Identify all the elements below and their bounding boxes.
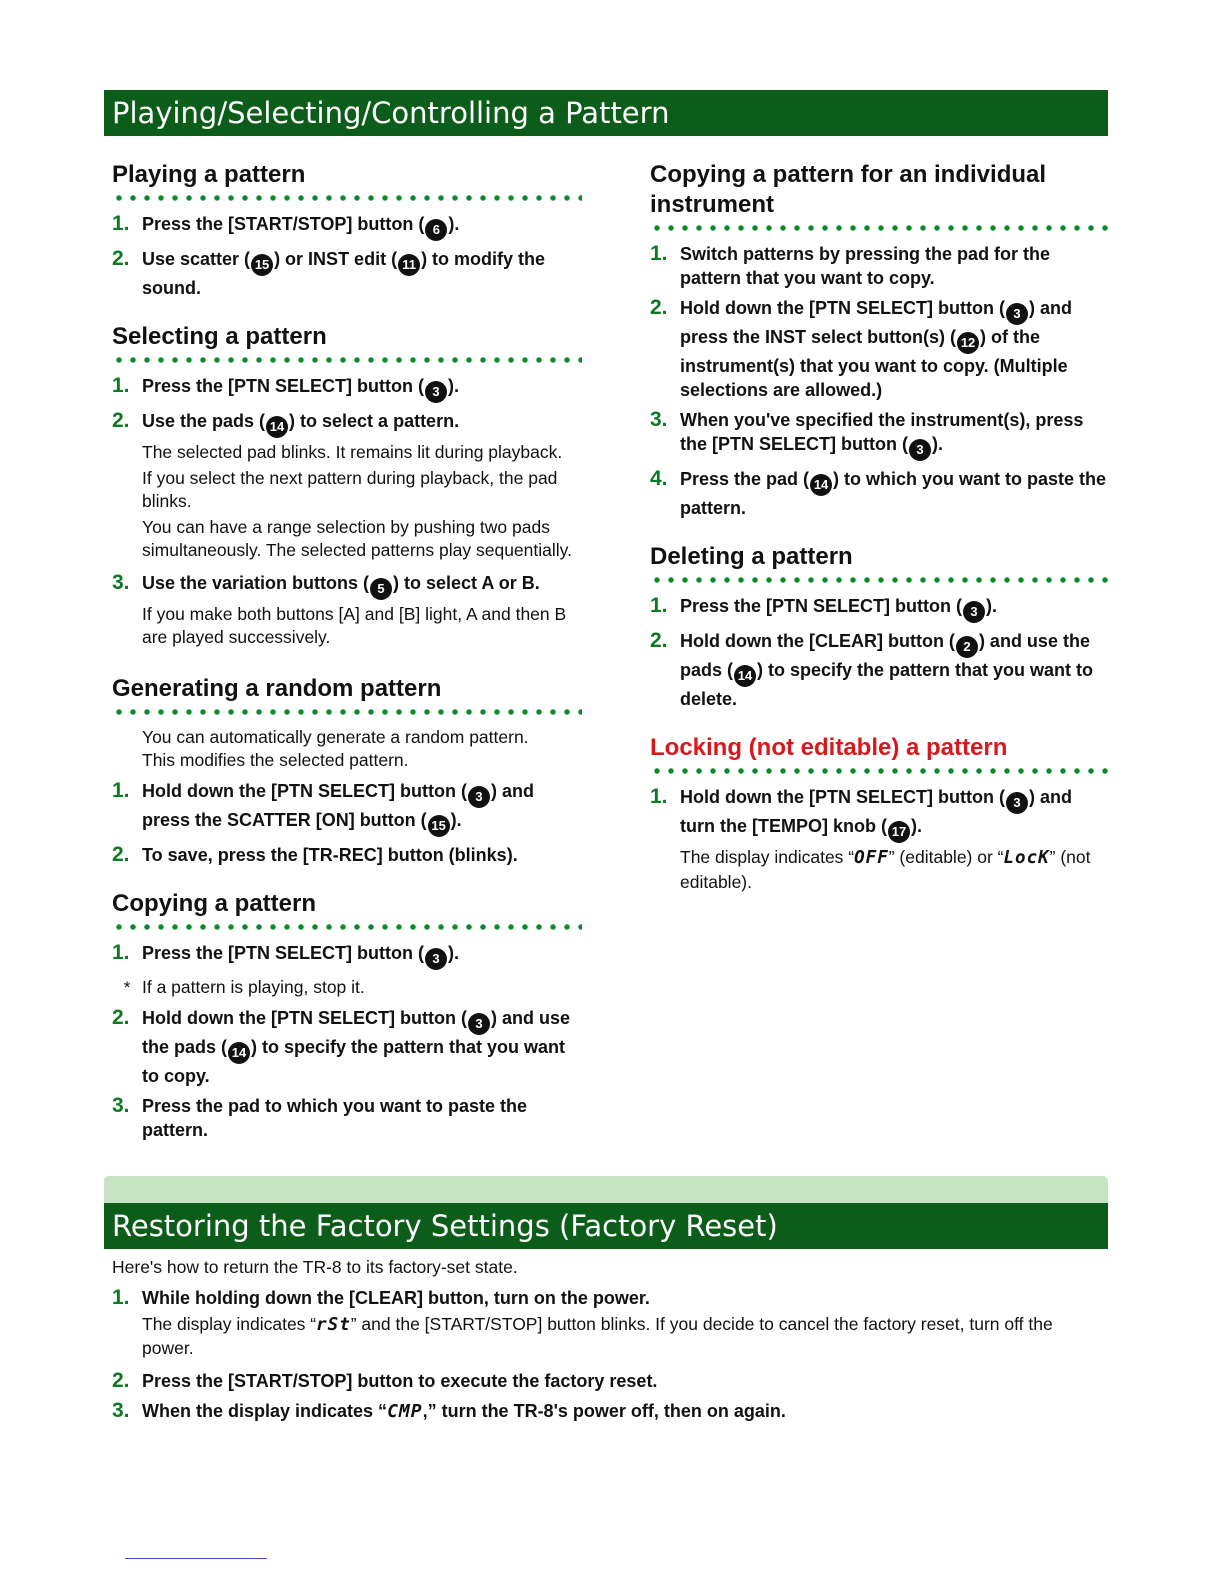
step-number: 1. — [650, 594, 668, 617]
star-note: * If a pattern is playing, stop it. — [112, 976, 582, 1000]
step: 1. Press the [START/STOP] button ( 6 ). — [112, 212, 582, 241]
step: 3. Press the pad to which you want to paste the pattern. — [112, 1093, 528, 1140]
step-number: 3. — [112, 570, 130, 594]
footer-rule — [125, 1558, 267, 1559]
dotted-divider — [112, 194, 582, 202]
step: 1. Press the [PTN SELECT] button ( 3 ). — [112, 941, 582, 970]
callout-number: 14 — [228, 1042, 250, 1064]
reset-title: Restoring the Factory Settings (Factory Reset) — [112, 1209, 778, 1243]
step-note: If you make both buttons [A] and [B] light, A and then B are played successively. — [142, 603, 567, 647]
callout-number: 15 — [251, 254, 273, 276]
callout-number: 3 — [425, 381, 447, 403]
callout-number: 3 — [468, 786, 490, 808]
callout-number: 15 — [428, 815, 450, 837]
step: 2. Hold down the [PTN SELECT] button ( 3 ) and use the pads ( 14 ) to specify the pattern that you want to copy. — [112, 1005, 570, 1086]
right-column — [650, 160, 1110, 918]
left-column — [112, 160, 582, 1164]
callout-number: 5 — [370, 578, 392, 600]
callout-number: 3 — [1006, 792, 1028, 814]
dotted-divider — [650, 224, 1110, 232]
callout-number: 14 — [810, 474, 832, 496]
step: 2. Use scatter ( 15 ) or INST edit ( 11 ) to modify the sound. — [112, 247, 546, 298]
section-title: Selecting a pattern — [112, 323, 327, 350]
section-separator — [104, 1176, 1108, 1204]
step-number: 2. — [112, 1005, 130, 1029]
step-note: The display indicates “rSt” and the [START/STOP] button blinks. If you decide to cancel the factory reset, turn off the power. — [142, 1313, 1053, 1358]
section-locking — [650, 733, 1110, 896]
step: 1. Switch patterns by pressing the pad for the pattern that you want to copy. — [650, 242, 1051, 288]
step: 1. Hold down the [PTN SELECT] button ( 3 ) and turn the [TEMPO] knob ( 17 ). The display indicates “OFF” (editable) or “LocK” (not editable). — [650, 785, 1110, 896]
callout-number: 3 — [425, 948, 447, 970]
step: 2. Press the [START/STOP] button to execute the factory reset. — [112, 1368, 658, 1392]
dotted-divider — [650, 767, 1110, 775]
step-number: 3. — [112, 1398, 130, 1422]
display-readout: CMP — [387, 1400, 423, 1422]
step-number: 2. — [112, 409, 130, 432]
dotted-divider — [112, 708, 582, 716]
section-title: Copying a pattern for an individual instrument — [650, 161, 1047, 218]
callout-number: 14 — [734, 665, 756, 687]
dotted-divider — [650, 576, 1110, 584]
step: 2. Hold down the [CLEAR] button ( 2 ) and use the pads ( 14 ) to specify the pattern that you want to delete. — [650, 629, 1094, 709]
display-readout: OFF — [854, 848, 889, 868]
section-selecting — [112, 322, 582, 652]
callout-number: 3 — [963, 601, 985, 623]
step-note: You can have a range selection by pushing two pads simultaneously. The selected patterns play sequentially. — [142, 516, 572, 560]
section-copying — [112, 889, 582, 1142]
step: 4. Press the pad ( 14 ) to which you want to paste the pattern. — [650, 467, 1107, 518]
callout-number: 17 — [888, 821, 910, 843]
step-number: 1. — [112, 374, 130, 397]
section-copy-instrument — [650, 160, 1110, 520]
section-deleting — [650, 542, 1110, 711]
step: 3. Use the variation buttons ( 5 ) to select A or B. If you make both buttons [A] and [B] light, A and then B are played successively. — [112, 571, 582, 652]
section-title: Playing a pattern — [112, 161, 306, 188]
reset-title-banner — [104, 1203, 1108, 1249]
section-random — [112, 674, 582, 867]
section-intro: Here's how to return the TR-8 to its factory-set state. — [112, 1257, 518, 1277]
step-number: 1. — [112, 940, 130, 964]
step-number: 1. — [650, 785, 668, 808]
display-readout: LocK — [1003, 848, 1050, 868]
dotted-divider — [112, 923, 582, 931]
callout-number: 12 — [957, 332, 979, 354]
step: 3. When you've specified the instrument(s), press the [PTN SELECT] button ( 3 ). — [650, 408, 1110, 461]
step-note: The display indicates “OFF” (editable) or “LocK” (not editable). — [680, 847, 1091, 892]
step: 2. To save, press the [TR-REC] button (blinks). — [112, 842, 518, 866]
section-playing — [112, 160, 582, 300]
step-number: 2. — [112, 842, 130, 866]
callout-number: 2 — [956, 636, 978, 658]
step-number: 1. — [112, 1285, 130, 1309]
step-number: 2. — [112, 1368, 130, 1392]
section-intro: You can automatically generate a random pattern. — [142, 726, 529, 747]
step-number: 2. — [112, 247, 130, 270]
page-title-banner — [104, 90, 1108, 136]
callout-number: 3 — [1006, 303, 1028, 325]
callout-number: 14 — [266, 416, 288, 438]
dotted-divider — [112, 356, 582, 364]
step: 1. Press the [PTN SELECT] button ( 3 ). — [112, 374, 582, 403]
step: 1. While holding down the [CLEAR] button, turn on the power. The display indicates “rSt” and the [START/STOP] button blinks. If you decide to cancel the factory reset, turn off the power. — [112, 1286, 1102, 1363]
step-note: If you select the next pattern during playback, the pad blinks. — [142, 467, 558, 511]
step-number: 1. — [112, 778, 130, 802]
step-note: The selected pad blinks. It remains lit during playback. — [142, 442, 563, 462]
section-title: Deleting a pattern — [650, 543, 853, 570]
step-number: 2. — [650, 629, 668, 652]
step-number: 3. — [112, 1093, 130, 1117]
section-factory-reset — [112, 1256, 1102, 1430]
step: 2. Use the pads ( 14 ) to select a pattern. The selected pad blinks. It remains lit during playback. If you select the next pattern during playback, the pad blinks. You can have a range selection by pushing two pads simultaneously. The selected patterns play sequentially. — [112, 409, 582, 565]
callout-number: 3 — [909, 439, 931, 461]
step-number: 1. — [112, 212, 130, 235]
step: 1. Press the [PTN SELECT] button ( 3 ). — [650, 594, 1110, 623]
step-number: 2. — [650, 296, 668, 319]
section-title: Generating a random pattern — [112, 674, 442, 702]
step-number: 4. — [650, 467, 668, 490]
asterisk-mark: * — [123, 977, 131, 997]
display-readout: rSt — [316, 1314, 351, 1335]
section-title: Copying a pattern — [112, 889, 317, 917]
callout-number: 3 — [468, 1013, 490, 1035]
step-number: 1. — [650, 242, 668, 265]
callout-number: 6 — [425, 219, 447, 241]
step-number: 3. — [650, 408, 668, 431]
step: 3. When the display indicates “CMP,” turn the TR-8's power off, then on again. — [112, 1398, 786, 1422]
callout-number: 11 — [398, 254, 420, 276]
page-title: Playing/Selecting/Controlling a Pattern — [112, 96, 670, 130]
step: 2. Hold down the [PTN SELECT] button ( 3 ) and press the INST select button(s) ( 12 ) of the instrument(s) that you want to copy. (Multiple selections are allowed.) — [650, 296, 1072, 400]
section-intro: This modifies the selected pattern. — [142, 750, 409, 770]
step: 1. Hold down the [PTN SELECT] button ( 3 ) and press the SCATTER [ON] button ( 15 ). — [112, 779, 582, 837]
section-title: Locking (not editable) a pattern — [650, 734, 1008, 761]
